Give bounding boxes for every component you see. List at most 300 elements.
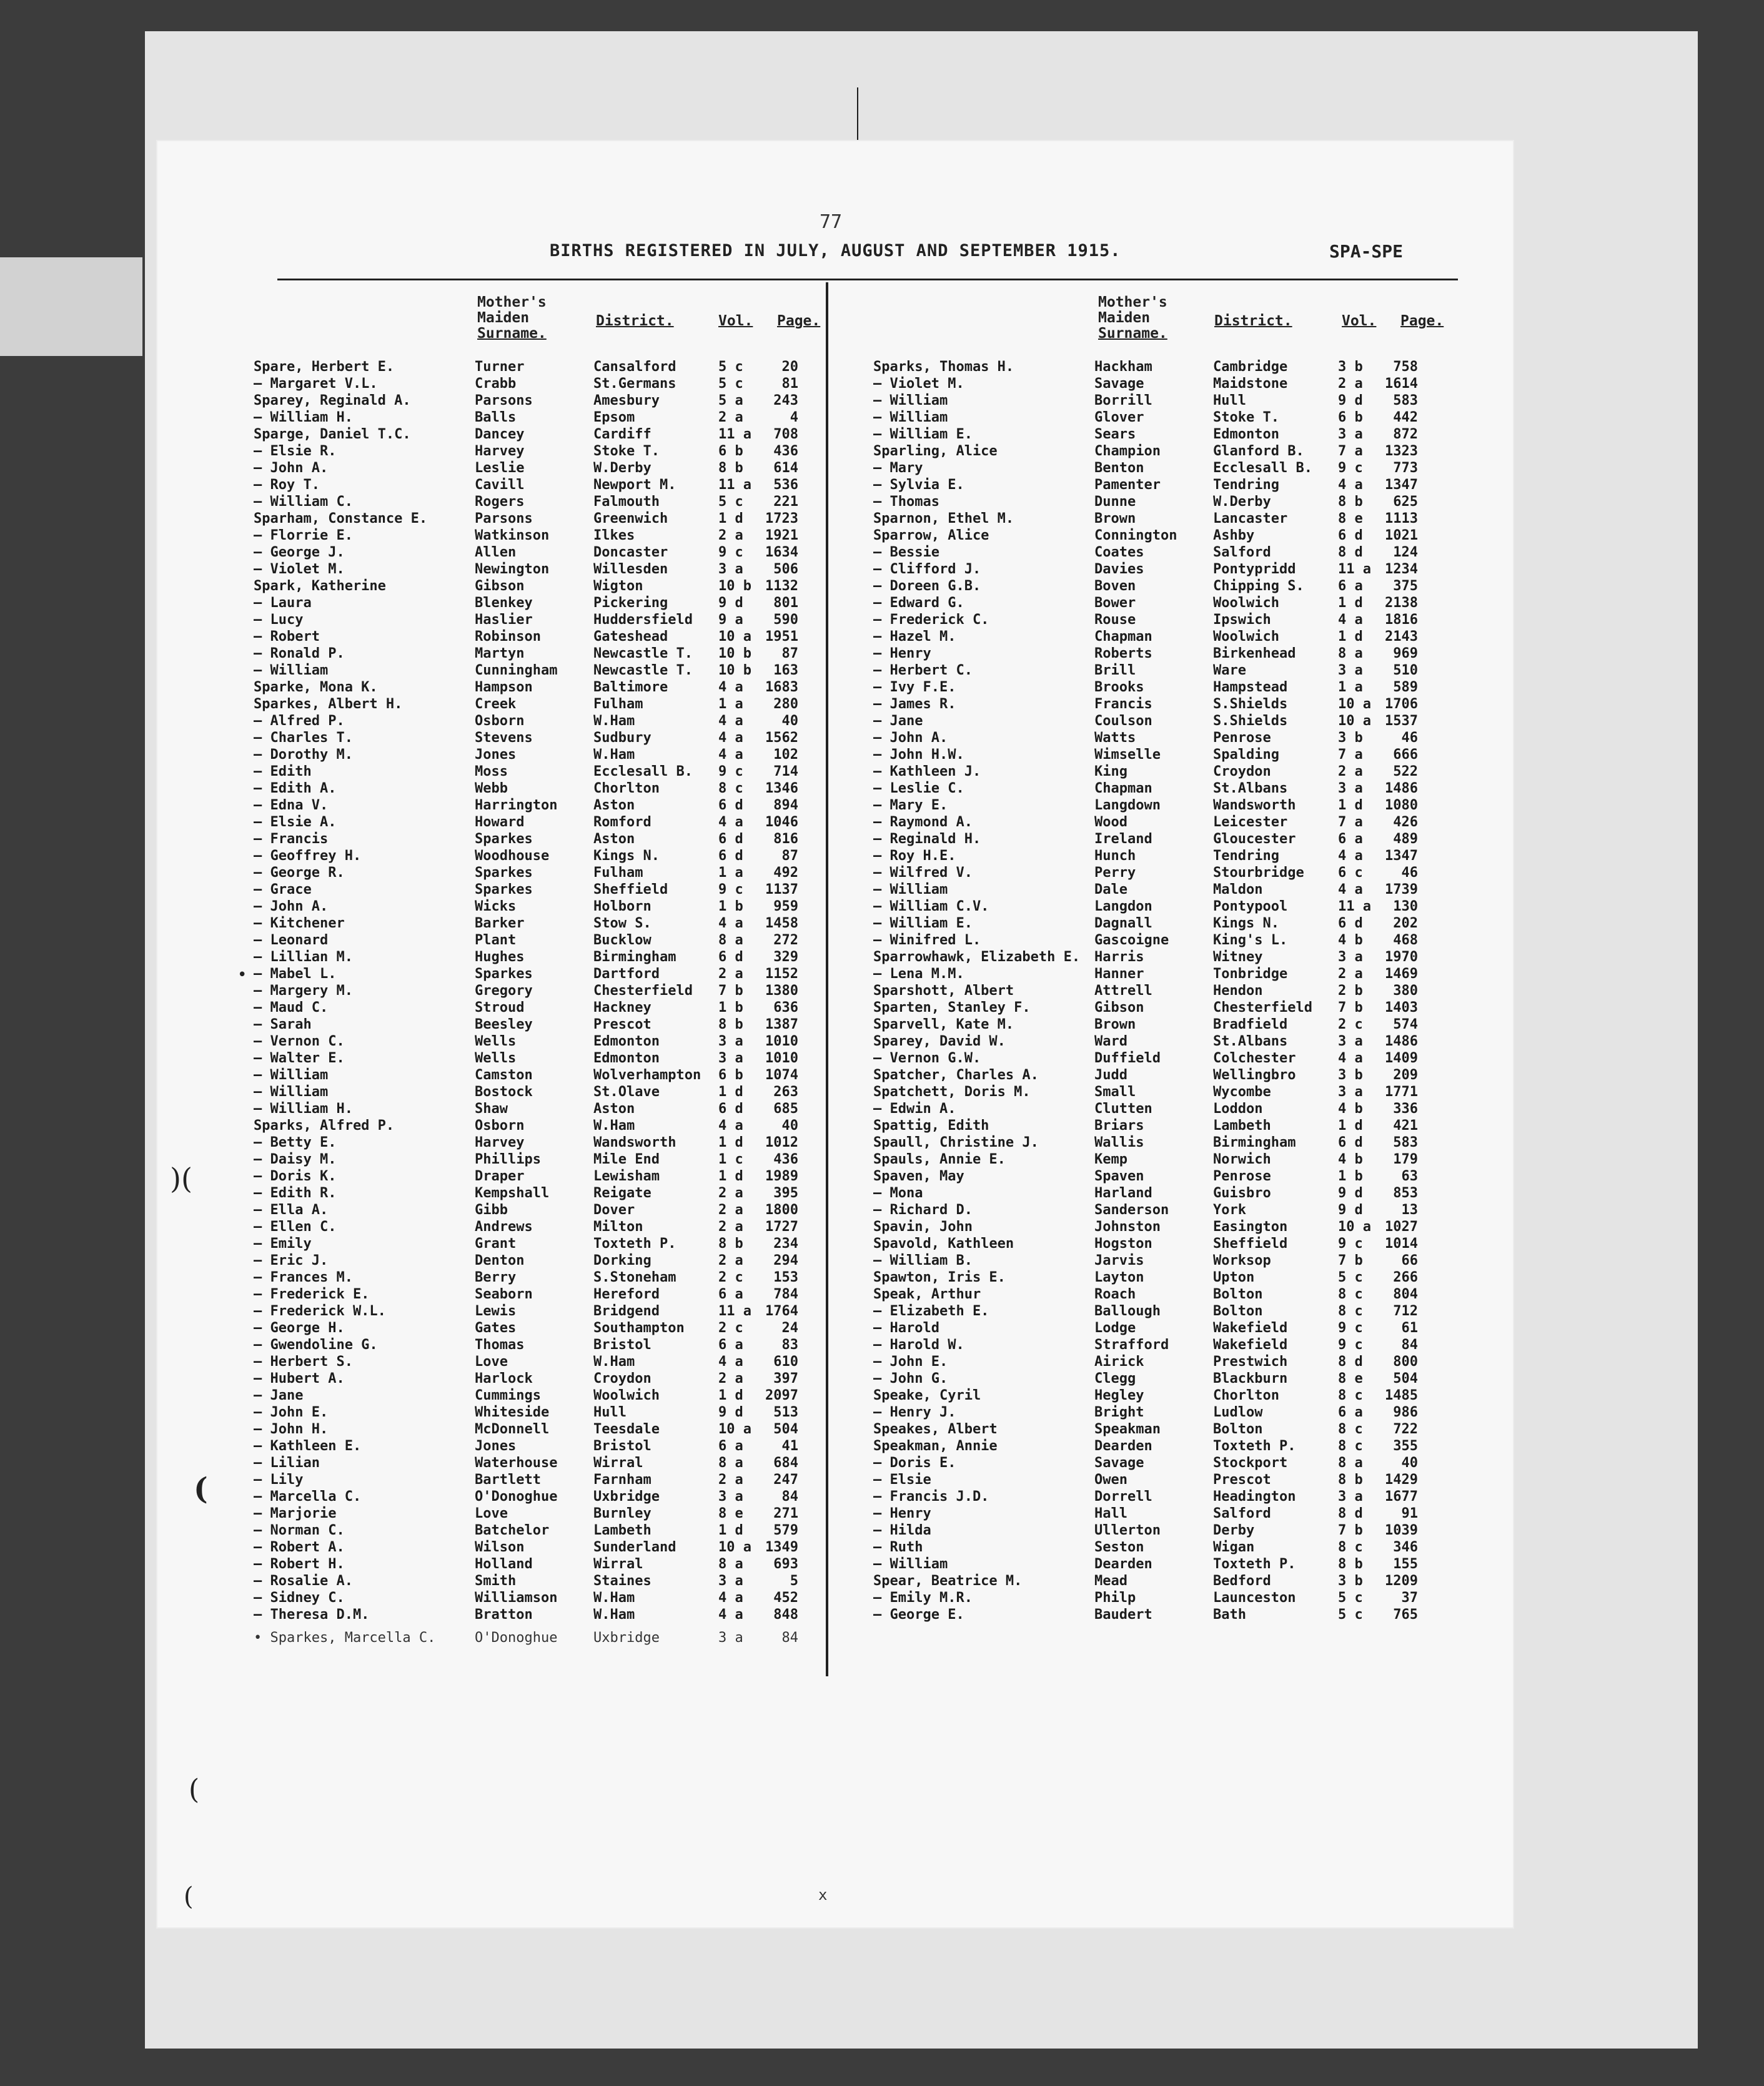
entry-district: Birmingham [593,949,676,965]
entry-district: Dover [593,1202,635,1218]
entry-mothers-surname: Holland [475,1556,533,1572]
entry-volume: 6 a [1338,1405,1363,1420]
register-entry [254,1185,803,1202]
entry-mothers-surname: McDonnell [475,1421,550,1437]
entry-name: — Ronald P. [254,646,345,661]
entry-page: 1683 [765,680,798,695]
register-entry [873,527,1454,544]
register-entry [873,1084,1454,1100]
entry-name: Sparks, Thomas H. [873,359,1014,375]
entry-name: — Lily [254,1472,304,1488]
entry-name: — Raymond A. [873,814,973,830]
entry-district: Pontypridd [1213,561,1296,577]
entry-district: Ecclesall B. [1213,460,1312,476]
entry-volume: 10 a [1338,696,1371,712]
register-entry [254,831,803,848]
entry-mothers-surname: Brill [1094,663,1136,678]
entry-volume: 4 a [1338,882,1363,897]
entry-name: — William [873,410,948,425]
entry-name: — Ruth [873,1540,923,1555]
register-entry [873,1151,1454,1168]
entry-district: Upton [1213,1270,1255,1285]
entry-mothers-surname: Rouse [1094,612,1136,628]
entry-district: Uxbridge [593,1630,660,1646]
entry-name: — Kathleen E. [254,1438,362,1454]
entry-mothers-surname: Shaw [475,1101,508,1117]
entry-page: 346 [1393,1540,1418,1555]
entry-district: Ecclesall B. [593,764,693,779]
entry-volume: 8 b [718,460,743,476]
entry-district: Wigton [593,578,643,594]
entry-mothers-surname: Lewis [475,1303,517,1319]
register-entry [873,578,1454,595]
entry-mothers-surname: Martyn [475,646,525,661]
entry-name: Spavin, John [873,1219,973,1235]
entry-mothers-surname: Bostock [475,1084,533,1100]
entry-mothers-surname: Camston [475,1067,533,1083]
entry-mothers-surname: Mead [1094,1573,1127,1589]
entry-district: Teesdale [593,1421,660,1437]
register-entry [254,1016,803,1033]
register-entry [254,611,803,628]
entry-name: — Hazel M. [873,629,956,645]
entry-district: Mile End [593,1152,660,1167]
entry-page: 574 [1393,1017,1418,1032]
entry-mothers-surname: Wells [475,1034,517,1049]
entry-page: 1677 [1385,1489,1418,1505]
entry-volume: 11 a [1338,561,1371,577]
entry-district: S.Shields [1213,696,1288,712]
entry-district: Newport M. [593,477,676,493]
entry-page: 1387 [765,1017,798,1032]
entry-mothers-surname: Boven [1094,578,1136,594]
entry-mothers-surname: Benton [1094,460,1144,476]
entry-page: 1485 [1385,1388,1418,1403]
entry-volume: 2 a [1338,764,1363,779]
register-entry [254,1067,803,1084]
entry-volume: 4 a [718,1607,743,1623]
entry-page: 1816 [1385,612,1418,628]
entry-page: 243 [773,393,798,408]
entry-name: — Herbert S. [254,1354,353,1370]
entry-name: — William H. [254,1101,353,1117]
entry-district: W.Derby [593,460,652,476]
entry-district: Baltimore [593,680,668,695]
register-entry [873,1320,1454,1337]
entry-volume: 1 d [1338,798,1363,813]
entry-district: Hull [1213,393,1246,408]
entry-page: 179 [1393,1152,1418,1167]
entry-page: 489 [1393,831,1418,847]
entry-volume: 8 c [1338,1303,1363,1319]
entry-mothers-surname: Strafford [1094,1337,1169,1353]
entry-page: 506 [773,561,798,577]
register-entry [254,578,803,595]
entry-mothers-surname: Attrell [1094,983,1152,999]
entry-mothers-surname: Draper [475,1169,525,1184]
entry-volume: 9 c [718,545,743,560]
entry-name: Spawton, Iris E. [873,1270,1006,1285]
entry-mothers-surname: Hanner [1094,966,1144,982]
entry-page: 765 [1393,1607,1418,1623]
entry-name: — Gwendoline G. [254,1337,378,1353]
entry-volume: 4 b [1338,932,1363,948]
register-entry [254,949,803,966]
entry-name: — Wilfred V. [873,865,973,881]
entry-page: 513 [773,1405,798,1420]
entry-district: Birmingham [1213,1135,1296,1150]
entry-page: 1349 [765,1540,798,1555]
entry-volume: 3 a [718,1050,743,1066]
entry-district: Hampstead [1213,680,1288,695]
entry-district: Wandsworth [1213,798,1296,813]
entry-district: Holborn [593,899,652,914]
register-entry [254,814,803,831]
entry-volume: 4 a [718,730,743,746]
entry-volume: 2 a [1338,376,1363,392]
entry-name: — William H. [254,410,353,425]
entry-name: — Frederick W.L. [254,1303,386,1319]
left-entry-column [254,358,803,1646]
entry-name: — Ellen C. [254,1219,337,1235]
register-entry [873,1556,1454,1573]
entry-mothers-surname: Baudert [1094,1607,1152,1623]
entry-mothers-surname: Balls [475,410,517,425]
entry-mothers-surname: Dale [1094,882,1127,897]
entry-page: 1634 [765,545,798,560]
entry-district: Tonbridge [1213,966,1288,982]
register-entry [873,1218,1454,1235]
entry-page: 636 [773,1000,798,1016]
entry-volume: 8 b [1338,1472,1363,1488]
entry-volume: 9 d [718,1405,743,1420]
entry-mothers-surname: Haslier [475,612,533,628]
entry-page: 1014 [1385,1236,1418,1252]
entry-mothers-surname: Denton [475,1253,525,1268]
entry-page: 40 [781,1118,798,1134]
entry-mothers-surname: Dunne [1094,494,1136,510]
entry-mothers-surname: Owen [1094,1472,1127,1488]
entry-district: S.Stoneham [593,1270,676,1285]
entry-mothers-surname: Savage [1094,376,1144,392]
entry-volume: 9 d [1338,393,1363,408]
entry-page: 1537 [1385,713,1418,729]
entry-page: 969 [1393,646,1418,661]
entry-volume: 9 d [1338,1185,1363,1201]
entry-mothers-surname: Gibson [1094,1000,1144,1016]
entry-page: 426 [1393,814,1418,830]
register-entry [254,443,803,460]
entry-volume: 11 a [718,477,751,493]
entry-volume: 10 a [1338,1219,1371,1235]
entry-name: — Frederick C. [873,612,989,628]
entry-name: — John G. [873,1371,948,1387]
entry-district: Hendon [1213,983,1263,999]
entry-volume: 9 c [1338,460,1363,476]
register-entry [873,999,1454,1016]
entry-volume: 6 a [718,1337,743,1353]
entry-district: Blackburn [1213,1371,1288,1387]
register-entry [873,1488,1454,1505]
entry-mothers-surname: Davies [1094,561,1144,577]
entry-district: Sunderland [593,1540,676,1555]
entry-mothers-surname: Duffield [1094,1050,1161,1066]
entry-mothers-surname: Briars [1094,1118,1144,1134]
entry-mothers-surname: Francis [1094,696,1152,712]
register-entry [254,1202,803,1218]
entry-name: Spaven, May [873,1169,964,1184]
entry-page: 375 [1393,578,1418,594]
register-entry [254,1455,803,1471]
entry-page: 848 [773,1607,798,1623]
entry-volume: 1 d [718,1135,743,1150]
entry-mothers-surname: Langdon [1094,899,1152,914]
entry-name: — William [254,1067,329,1083]
entry-page: 1234 [1385,561,1418,577]
page-title: BIRTHS REGISTERED IN JULY, AUGUST AND SEPTEMBER 1915. [550,241,1121,260]
register-entry [873,1202,1454,1218]
entry-page: 1021 [1385,528,1418,543]
entry-mothers-surname: Wood [1094,814,1127,830]
entry-volume: 8 a [718,1556,743,1572]
entry-page: 1152 [765,966,798,982]
entry-district: Cambridge [1213,359,1288,375]
entry-page: 1469 [1385,966,1418,982]
entry-name: — Betty E. [254,1135,337,1150]
entry-volume: 3 a [718,561,743,577]
entry-district: Chesterfield [593,983,693,999]
register-entry [873,1505,1454,1522]
entry-district: Sheffield [593,882,668,897]
entry-mothers-surname: Clutten [1094,1101,1152,1117]
entry-volume: 9 c [1338,1320,1363,1336]
entry-page: 1764 [765,1303,798,1319]
entry-mothers-surname: Blenkey [475,595,533,611]
entry-district: Reigate [593,1185,652,1201]
entry-district: W.Ham [593,1354,635,1370]
entry-page: 87 [781,646,798,661]
entry-volume: 4 a [718,916,743,931]
entry-district: Lambeth [593,1523,652,1538]
entry-district: Stockport [1213,1455,1288,1471]
entry-volume: 8 c [1338,1421,1363,1437]
entry-volume: 2 c [718,1320,743,1336]
entry-district: W.Ham [593,747,635,763]
register-entry [873,1387,1454,1404]
page-number: 77 [819,211,843,233]
entry-mothers-surname: Watts [1094,730,1136,746]
entry-page: 1800 [765,1202,798,1218]
entry-page: 693 [773,1556,798,1572]
entry-name: — Lena M.M. [873,966,964,982]
entry-volume: 2 a [718,1253,743,1268]
entry-name: — Edward G. [873,595,964,611]
entry-mothers-surname: Small [1094,1084,1136,1100]
entry-name: — John H. [254,1421,329,1437]
entry-name: — Leonard [254,932,329,948]
entry-district: Newcastle T. [593,663,693,678]
entry-volume: 3 a [718,1489,743,1505]
entry-mothers-surname: Sears [1094,427,1136,442]
entry-name: — William B. [873,1253,973,1268]
register-entry [873,1573,1454,1589]
entry-mothers-surname: Thomas [475,1337,525,1353]
entry-district: Loddon [1213,1101,1263,1117]
register-entry [254,527,803,544]
entry-volume: 9 d [718,595,743,611]
entry-district: Gateshead [593,629,668,645]
entry-mothers-surname: Hunch [1094,848,1136,864]
entry-page: 421 [1393,1118,1418,1134]
entry-volume: 8 c [1338,1438,1363,1454]
register-entry [254,628,803,645]
entry-district: Headington [1213,1489,1296,1505]
register-entry [873,814,1454,831]
entry-mothers-surname: Harvey [475,443,525,459]
entry-page: 1486 [1385,781,1418,796]
entry-name: — Lilian [254,1455,320,1471]
register-entry [254,1573,803,1589]
entry-district: Bolton [1213,1303,1263,1319]
register-entry [254,679,803,696]
entry-page: 1409 [1385,1050,1418,1066]
register-entry [254,1134,803,1151]
entry-mothers-surname: Airick [1094,1354,1144,1370]
entry-district: Chesterfield [1213,1000,1312,1016]
entry-name: Speake, Cyril [873,1388,981,1403]
register-entry [254,1168,803,1185]
entry-name: — Roy H.E. [873,848,956,864]
entry-name: — John H.W. [873,747,964,763]
register-entry [254,662,803,679]
entry-name: — Doreen G.B. [873,578,981,594]
entry-mothers-surname: Osborn [475,713,525,729]
register-entry [873,1269,1454,1286]
entry-district: Bridgend [593,1303,660,1319]
entry-page: 1723 [765,511,798,526]
register-entry [873,358,1454,375]
entry-volume: 7 b [1338,1000,1363,1016]
entry-name: — William [873,882,948,897]
register-entry [873,1421,1454,1438]
entry-mothers-surname: Cunningham [475,663,558,678]
entry-mothers-surname: Dearden [1094,1556,1152,1572]
column-divider [826,282,828,1676]
entry-page: 522 [1393,764,1418,779]
right-page-header: Page. [1400,313,1444,329]
entry-volume: 1 d [1338,629,1363,645]
register-entry [873,932,1454,949]
register-entry [873,831,1454,848]
entry-volume: 6 a [718,1287,743,1302]
entry-name: — Elizabeth E. [873,1303,989,1319]
margin-punch-hole-mark: ( [194,1471,208,1506]
entry-district: Aston [593,798,635,813]
register-entry [254,729,803,746]
entry-name: — William C. [254,494,353,510]
entry-volume: 1 b [718,899,743,914]
entry-volume: 2 a [718,1185,743,1201]
entry-district: Wycombe [1213,1084,1271,1100]
entry-volume: 6 d [718,798,743,813]
entry-volume: 10 b [718,663,751,678]
register-entry [873,1404,1454,1421]
entry-name: Sparling, Alice [873,443,998,459]
entry-volume: 3 a [1338,427,1363,442]
entry-volume: 6 d [718,831,743,847]
register-entry [873,1168,1454,1185]
entry-volume: 1 d [718,1523,743,1538]
entry-district: Hereford [593,1287,660,1302]
entry-page: 1921 [765,528,798,543]
entry-name: — Leslie C. [873,781,964,796]
register-entry [873,493,1454,510]
entry-name: — Kitchener [254,916,345,931]
register-entry [254,696,803,713]
entry-volume: 2 a [718,528,743,543]
entry-mothers-surname: Batchelor [475,1523,550,1538]
entry-volume: 5 c [718,494,743,510]
entry-volume: 6 d [718,848,743,864]
register-entry [254,881,803,898]
entry-name: — George H. [254,1320,345,1336]
entry-district: Doncaster [593,545,668,560]
entry-volume: 6 d [718,1101,743,1117]
entry-page: 41 [781,1438,798,1454]
entry-mothers-surname: Hegley [1094,1388,1144,1403]
entry-name: — Emily [254,1236,312,1252]
entry-mothers-surname: Gibb [475,1202,508,1218]
entry-district: Toxteth P. [593,1236,676,1252]
entry-page: 234 [773,1236,798,1252]
entry-volume: 1 b [718,1000,743,1016]
entry-volume: 3 a [1338,663,1363,678]
entry-mothers-surname: Wilson [475,1540,525,1555]
entry-page: 329 [773,949,798,965]
entry-name: — Grace [254,882,312,897]
entry-mothers-surname: Moss [475,764,508,779]
entry-page: 20 [781,359,798,375]
entry-name: — Herbert C. [873,663,973,678]
entry-name: — Florrie E. [254,528,353,543]
entry-name: — George R. [254,865,345,881]
entry-mothers-surname: Coulson [1094,713,1152,729]
register-entry [873,392,1454,409]
entry-district: Woolwich [1213,629,1279,645]
entry-name: — Sarah [254,1017,312,1032]
entry-mothers-surname: Sparkes [475,865,533,881]
entry-name: — William [254,1084,329,1100]
entry-volume: 8 d [1338,545,1363,560]
entry-page: 1027 [1385,1219,1418,1235]
entry-page: 1486 [1385,1034,1418,1049]
entry-page: 84 [1401,1337,1418,1353]
entry-district: Prescot [593,1017,652,1032]
entry-mothers-surname: Harrington [475,798,558,813]
entry-page: 266 [1393,1270,1418,1285]
entry-volume: 1 d [718,511,743,526]
entry-name: Spare, Herbert E. [254,359,395,375]
entry-district: Chorlton [593,781,660,796]
register-entry [873,1303,1454,1320]
entry-name: Sparten, Stanley F. [873,1000,1031,1016]
entry-page: 758 [1393,359,1418,375]
entry-district: Gloucester [1213,831,1296,847]
entry-name: Sparham, Constance E. [254,511,428,526]
entry-page: 37 [1401,1590,1418,1606]
entry-district: Cansalford [593,359,676,375]
entry-name: — Richard D. [873,1202,973,1218]
